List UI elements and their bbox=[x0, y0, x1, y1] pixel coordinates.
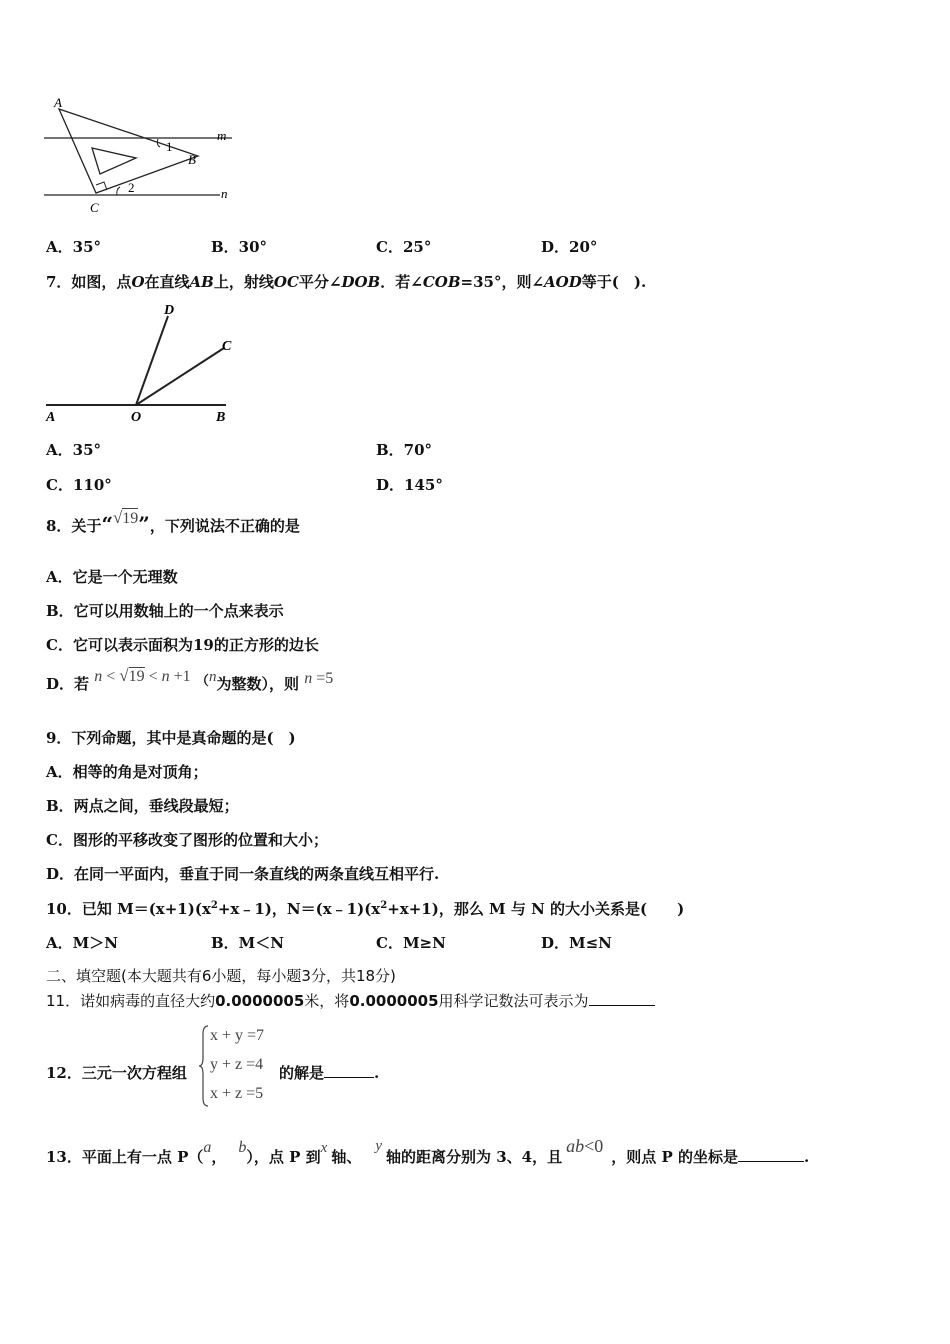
fig6-label-n: n bbox=[221, 186, 228, 201]
q10-option-d: D．M≤N bbox=[541, 934, 612, 952]
q7-option-a: A．35° bbox=[46, 441, 102, 459]
q7-option-c: C．110° bbox=[46, 476, 112, 494]
q12-stem-tail: 的解是 . bbox=[279, 1064, 380, 1082]
q6-figure bbox=[40, 95, 240, 217]
fig6-label-C: C bbox=[90, 200, 99, 215]
q6-option-d: D．20° bbox=[541, 238, 598, 256]
q7-option-d: D．145° bbox=[376, 476, 443, 494]
q11-answer-blank[interactable] bbox=[589, 991, 655, 1006]
fig7-label-D: D bbox=[164, 303, 175, 318]
q13-stem: 13．平面上有一点 P（a，b），点 P 到x 轴、y轴的距离分别为 3、4，且ab<0，则点 P 的坐标是 . bbox=[46, 1136, 810, 1166]
q8-option-a: A．它是一个无理数 bbox=[46, 568, 178, 586]
fig6-label-A: A bbox=[54, 95, 62, 110]
q10-option-c: C．M≥N bbox=[376, 934, 446, 952]
q7-stem: 7．如图，点O在直线AB上，射线OC平分∠DOB．若∠COB=35°，则∠AOD等于( ). bbox=[46, 273, 647, 291]
ray-oc bbox=[136, 348, 224, 405]
fig6-label-1: 1 bbox=[166, 139, 173, 154]
q12-eq1: x + y =7 bbox=[210, 1027, 265, 1044]
q12-brace bbox=[198, 1024, 210, 1108]
q10-option-b: B．M＜N bbox=[211, 934, 284, 952]
q12-eq2: y + z =4 bbox=[210, 1056, 264, 1073]
fig7-label-B: B bbox=[216, 410, 226, 425]
inequality: n < √19 < n +1 bbox=[94, 666, 191, 685]
ray-od bbox=[136, 316, 168, 405]
q10-stem: 10．已知 $M=(x+1)(x^2+x﹣1)$，$N=(x﹣1)(x^2+x+1)$，那么 M 与 N 的大小关系是( ) bbox=[46, 900, 685, 918]
sqrt-19: √19 bbox=[112, 508, 139, 527]
q6-option-a: A．35° bbox=[46, 238, 102, 256]
q6-option-b: B．30° bbox=[211, 238, 268, 256]
fig7-label-C: C bbox=[222, 339, 232, 354]
fig6-label-m: m bbox=[217, 128, 227, 143]
triangle-inner bbox=[92, 148, 136, 174]
q11-stem: 11．诺如病毒的直径大约0.0000005米，将0.0000005用科学记数法可表示为 bbox=[46, 990, 655, 1011]
q7-option-b: B．70° bbox=[376, 441, 433, 459]
q12-answer-blank[interactable] bbox=[324, 1063, 374, 1078]
q8-option-c: C．它可以表示面积为19的正方形的边长 bbox=[46, 636, 319, 654]
fig6-label-2: 2 bbox=[128, 180, 135, 195]
fig6-label-B: B bbox=[188, 152, 196, 167]
q12-eq3: x + z =5 bbox=[210, 1085, 264, 1102]
q8-option-d: D．若 n < √19 < n +1 （n为整数），则 n =5 bbox=[46, 666, 334, 693]
angle-2-arc bbox=[117, 187, 120, 195]
section-2-title: 二、填空题(本大题共有6小题，每小题3分，共18分) bbox=[46, 967, 396, 985]
q9-option-d: D．在同一平面内，垂直于同一条直线的两条直线互相平行. bbox=[46, 865, 440, 883]
q9-option-c: C．图形的平移改变了图形的位置和大小； bbox=[46, 831, 328, 849]
q8-stem: 8．关于“√19”，下列说法不正确的是 bbox=[46, 508, 300, 536]
q9-option-b: B．两点之间，垂线段最短； bbox=[46, 797, 239, 815]
fig7-label-O: O bbox=[131, 410, 142, 425]
q8-option-b: B．它可以用数轴上的一个点来表示 bbox=[46, 602, 284, 620]
q9-option-a: A．相等的角是对顶角； bbox=[46, 763, 208, 781]
right-angle-mark bbox=[96, 182, 107, 190]
fig7-label-A: A bbox=[46, 410, 56, 425]
q9-stem: 9．下列命题，其中是真命题的是( ) bbox=[46, 729, 296, 747]
q7-figure bbox=[40, 298, 250, 426]
q6-option-c: C．25° bbox=[376, 238, 432, 256]
q13-answer-blank[interactable] bbox=[738, 1147, 804, 1162]
q12-stem-label: 12．三元一次方程组 bbox=[46, 1064, 187, 1082]
q10-option-a: A．M＞N bbox=[46, 934, 118, 952]
